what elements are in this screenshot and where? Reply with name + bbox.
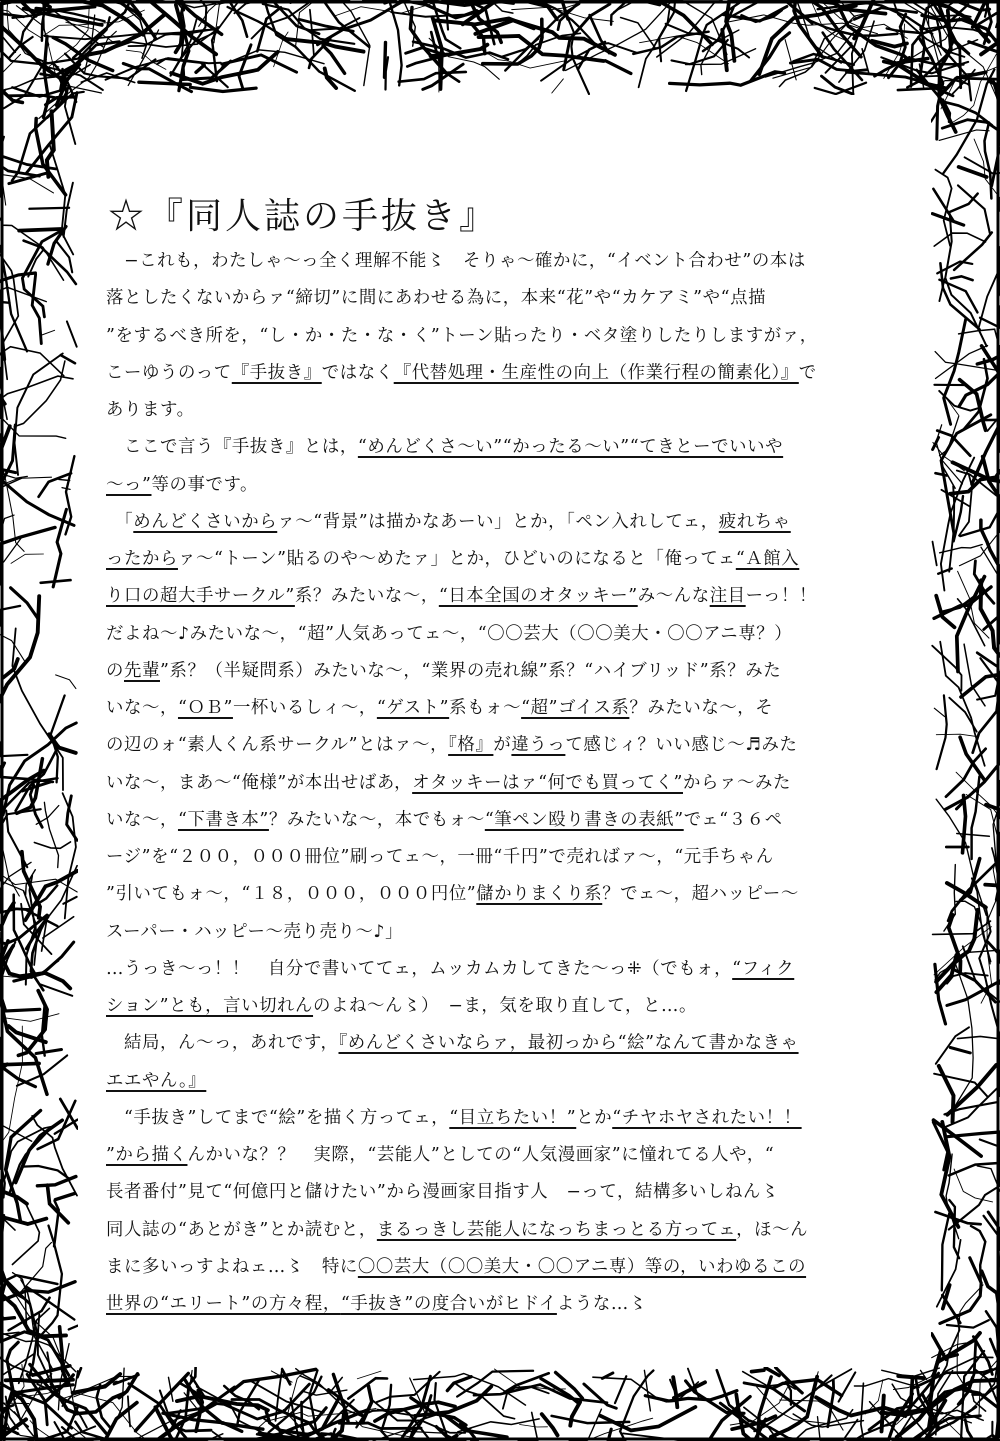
text-run: からァ〜みた — [683, 772, 791, 793]
scribble-stroke — [937, 1240, 961, 1307]
text-line — [106, 802, 906, 839]
scribble-stroke — [950, 1048, 970, 1053]
text-run: 長者番付”見て“何億円と儲けたい”から漫画家目指す人 −って，結構多いしねん〻 — [106, 1182, 779, 1203]
scribble-stroke — [818, 1417, 826, 1441]
scribble-stroke — [0, 444, 74, 525]
underlined-phrase: “めんどくさ〜い”“かったる〜い”“てきとーでいいや — [357, 437, 784, 458]
text-line — [106, 429, 906, 466]
text-run: スーパー・ハッピー〜売り売り〜♪」 — [106, 921, 404, 942]
text-run: でェ“３６ペ — [683, 809, 783, 830]
text-run: のよね〜ん〻） −ま，気を取り直して，と…。 — [313, 996, 697, 1016]
underlined-phrase: 世界の“エリート”の方々程， — [106, 1294, 341, 1314]
text-run: ような…〻 — [556, 1294, 647, 1314]
scribble-stroke — [932, 214, 963, 226]
scribble-stroke — [139, 82, 190, 84]
scribble-stroke — [948, 194, 978, 213]
underlined-phrase: 『格』 — [448, 735, 494, 756]
text-run: “手抜き”してまで“絵”を描く方ってェ， — [106, 1107, 450, 1128]
text-run: 系？みたいな〜， — [294, 586, 439, 607]
underlined-phrase: “ゲスト” — [376, 698, 450, 718]
text-run: とか — [576, 1107, 613, 1128]
underlined-phrase: 『手抜き』 — [231, 362, 322, 383]
scribble-stroke — [949, 698, 976, 732]
scribble-stroke — [951, 276, 973, 280]
scribble-stroke — [56, 675, 76, 689]
text-run: ”系？（半疑問系）みたいな〜，“業界の売れ線”系？“ハイブリッド”系？みた — [159, 660, 782, 681]
text-run: ーっ！！ — [745, 586, 817, 607]
text-run: 系もォ〜 — [449, 698, 522, 718]
scribble-stroke — [15, 354, 63, 475]
scribble-stroke — [0, 14, 24, 17]
scribble-stroke — [44, 802, 58, 867]
scribble-stroke — [954, 1169, 993, 1202]
text-line — [106, 690, 906, 727]
underlined-phrase: “下書き本” — [177, 809, 269, 830]
underlined-phrase: ション”とも，言い切れん — [106, 996, 314, 1016]
scribble-stroke — [0, 347, 64, 376]
text-line — [106, 839, 906, 876]
text-line — [106, 876, 906, 913]
text-run: こーゆうのって — [106, 362, 232, 383]
underlined-phrase: ったから — [106, 549, 178, 569]
text-run: 結局，ん〜っ，あれです， — [106, 1033, 339, 1054]
text-run: いな〜， — [106, 698, 178, 718]
scribble-stroke — [42, 866, 78, 951]
scribble-stroke — [55, 1194, 74, 1200]
scribble-stroke — [936, 473, 947, 475]
underlined-phrase: 〇〇芸大（〇〇美大・〇〇アニ専）等の，いわゆるこの — [357, 1256, 807, 1277]
scribble-stroke — [32, 275, 41, 344]
underlined-phrase: “日本全国のオタッキー” — [438, 586, 638, 607]
text-run: ァ〜“背景”は描かなあーい」とか，「ペン入れしてェ， — [277, 511, 719, 532]
underlined-phrase: オタッキーはァ“何でも買ってく” — [412, 772, 683, 793]
text-run: 落としたくないからァ“締切”に間にあわせる為に，本来“花”や“カケアミ”や“点描 — [106, 288, 767, 309]
scribble-stroke — [937, 431, 970, 456]
text-run: いな〜，まあ〜“俺様”が本出せばあ， — [106, 772, 413, 793]
scribble-stroke — [29, 208, 69, 209]
underlined-phrase: エエやん。』 — [106, 1070, 207, 1091]
scribble-stroke — [36, 1050, 61, 1054]
scribble-stroke — [657, 0, 722, 57]
underlined-phrase: 『めんどくさいならァ，最初っから“絵”なんて書かなきゃ — [338, 1033, 799, 1054]
text-run: −これも，わたしゃ〜っ全く理解不能〻 そりゃ〜確かに，“イベント合わせ”の本は — [106, 251, 806, 271]
text-line — [106, 1025, 906, 1062]
scribble-stroke — [670, 72, 785, 85]
underlined-phrase: 『代替処理・生産性の向上（作業行程の簡素化）』 — [393, 362, 799, 383]
scribble-stroke — [936, 1027, 969, 1064]
underlined-phrase: ”から描く — [106, 1145, 188, 1165]
scribble-stroke — [960, 737, 984, 780]
text-line — [106, 727, 906, 764]
scribble-stroke — [67, 321, 77, 346]
text-line — [106, 1174, 906, 1211]
scribble-stroke — [0, 376, 73, 399]
scribble-stroke — [934, 708, 944, 716]
text-line — [106, 504, 906, 541]
text-line — [106, 1212, 906, 1249]
underlined-phrase: “ＯＢ” — [177, 698, 233, 718]
text-line — [106, 280, 906, 317]
text-line — [106, 578, 906, 615]
scribble-stroke — [621, 18, 655, 48]
underlined-phrase: 違うっ — [511, 735, 566, 756]
underlined-phrase: 先輩 — [124, 660, 160, 681]
scribble-stroke — [615, 1376, 626, 1403]
scribble-stroke — [504, 1373, 549, 1392]
scribble-stroke — [239, 45, 251, 89]
scribble-stroke — [939, 280, 977, 313]
underlined-phrase: “Ａ館入 — [735, 549, 800, 569]
text-run: ？みたいな〜，そ — [629, 698, 774, 718]
text-line — [106, 616, 906, 653]
text-run: …うっき〜っ！！ 自分で書いててェ，ムッカムカしてきた〜っ⁜（でもォ， — [106, 958, 733, 979]
scribble-stroke — [673, 1377, 677, 1407]
underlined-phrase: 注目 — [709, 586, 746, 607]
scribble-stroke — [933, 542, 937, 566]
underlined-phrase: り口の超大手サークル” — [106, 586, 295, 607]
text-run: ージ”を“２００，０００冊位”刷ってェ〜，一冊“千円”で売ればァ〜，“元手ちゃん — [106, 847, 774, 867]
scribble-stroke — [934, 233, 985, 246]
text-run: んかいな？？ 実際，“芸能人”としての“人気漫画家”に憧れてる人や，“ — [187, 1145, 775, 1165]
scribble-stroke — [584, 1384, 616, 1408]
text-line — [106, 1249, 906, 1286]
scribble-stroke — [963, 795, 966, 852]
text-line — [106, 467, 906, 504]
scribble-stroke — [69, 1326, 78, 1330]
underlined-phrase: 儲かりまくり系 — [476, 884, 603, 905]
underlined-phrase: “フィク — [732, 958, 795, 979]
text-run: まに多いっすよねェ…〻 特に — [106, 1256, 358, 1277]
text-line — [106, 318, 906, 355]
text-run: ”をするべき所を，“し・か・た・な・く”トーン貼ったり・ベタ塗りしたりしますがァ， — [106, 325, 818, 346]
text-line — [106, 765, 906, 802]
scribble-stroke — [0, 416, 66, 438]
scribble-stroke — [18, 1243, 51, 1296]
text-line — [106, 1100, 906, 1137]
underlined-phrase: 疲れちゃ — [718, 511, 791, 532]
scribble-stroke — [541, 1379, 579, 1404]
text-run: 一杯いるしィ〜， — [232, 698, 377, 718]
underlined-phrase: 〜っ” — [106, 474, 152, 495]
scribble-stroke — [552, 79, 564, 93]
text-run: て感じィ？いい感じ〜♬みた — [565, 735, 798, 756]
scribble-stroke — [937, 262, 972, 274]
scribble-stroke — [785, 0, 822, 56]
scribble-stroke — [940, 1258, 981, 1324]
text-line — [106, 988, 906, 1025]
text-run: 同人誌の“あとがき”とか読むと， — [106, 1219, 377, 1240]
text-run: 「 — [106, 511, 134, 532]
text-run: み〜んな — [637, 586, 710, 607]
text-run: ，ほ〜ん — [736, 1219, 809, 1240]
text-line — [106, 243, 906, 280]
scribble-stroke — [937, 695, 947, 769]
scribble-stroke — [605, 61, 631, 74]
scribble-stroke — [947, 1320, 989, 1328]
text-line — [106, 392, 906, 429]
text-line — [106, 1063, 906, 1100]
text-run: ？みたいな〜，本でもォ〜 — [268, 809, 485, 830]
scribble-stroke — [34, 842, 70, 848]
text-line — [106, 355, 906, 392]
scribble-stroke — [191, 87, 257, 91]
scribble-stroke — [11, 588, 38, 619]
text-run: あります。 — [106, 400, 195, 420]
scribble-stroke — [4, 1014, 60, 1022]
scribble-stroke — [752, 1370, 764, 1371]
text-run: 等の事です。 — [151, 474, 259, 495]
text-run: ”引いてもォ〜，“１８，０００，０００円位” — [106, 884, 477, 905]
scribble-stroke — [0, 246, 27, 351]
text-line — [106, 1137, 906, 1174]
underlined-phrase: “チヤホヤされたい！！ — [612, 1107, 802, 1128]
scribble-stroke — [936, 734, 977, 736]
text-run: いな〜， — [106, 809, 178, 830]
scribble-stroke — [436, 19, 534, 29]
page-title: ☆『同人誌の手抜き』 — [108, 196, 499, 237]
text-line — [106, 1286, 906, 1323]
underlined-phrase: めんどくさいから — [133, 511, 278, 532]
scribble-stroke — [78, 1368, 82, 1377]
underlined-phrase: “手抜き”の度合いがヒドイ — [340, 1294, 557, 1314]
text-run: ここで言う『手抜き』とは， — [106, 437, 358, 458]
scribble-stroke — [964, 644, 985, 706]
text-line — [106, 653, 906, 690]
scribble-stroke — [61, 355, 75, 363]
scribble-stroke — [0, 742, 27, 756]
scribble-stroke — [16, 1120, 63, 1182]
scribble-stroke — [42, 330, 55, 335]
text-run: ではなく — [321, 362, 394, 383]
text-run: の辺のォ“素人くん系サークル”とはァ〜， — [106, 735, 449, 756]
scribble-stroke — [11, 554, 44, 563]
scribble-stroke — [940, 545, 983, 553]
text-line — [106, 914, 906, 951]
scribble-stroke — [600, 1407, 695, 1430]
scribble-stroke — [939, 130, 989, 141]
text-run: ァ〜“トーン”貼るのや〜めたァ」とか，ひどいのになると「俺ってェ — [177, 549, 736, 569]
scribble-stroke — [985, 123, 992, 199]
underlined-phrase: “目立ちたい！” — [449, 1107, 577, 1128]
scribble-stroke — [196, 65, 204, 72]
underlined-phrase: まるっきし芸能人になっちまっとる方ってェ — [376, 1219, 737, 1240]
text-line — [106, 541, 906, 578]
body-text — [106, 243, 906, 1323]
scribble-stroke — [6, 1380, 73, 1382]
text-run: だよね〜♪みたいな〜，“超”人気あってェ〜，“〇〇芸大（〇〇美大・〇〇アニ専？） — [106, 623, 793, 644]
scribble-stroke — [19, 229, 61, 231]
scribble-stroke — [947, 981, 1000, 1005]
scribble-stroke — [773, 1380, 842, 1396]
scribble-stroke — [942, 1213, 950, 1290]
text-run: の — [106, 660, 124, 681]
underlined-phrase: “超”ゴイス系 — [521, 698, 630, 718]
text-run: ？でェ〜，超ハッピー〜 — [602, 884, 799, 905]
text-line — [106, 951, 906, 988]
scribble-stroke — [645, 1391, 737, 1401]
text-run: で — [798, 362, 817, 383]
underlined-phrase: “筆ペン殴り書きの表紙” — [484, 809, 684, 830]
scribble-stroke — [41, 580, 71, 583]
scribble-stroke — [961, 675, 1000, 702]
text-run: が — [493, 735, 512, 756]
